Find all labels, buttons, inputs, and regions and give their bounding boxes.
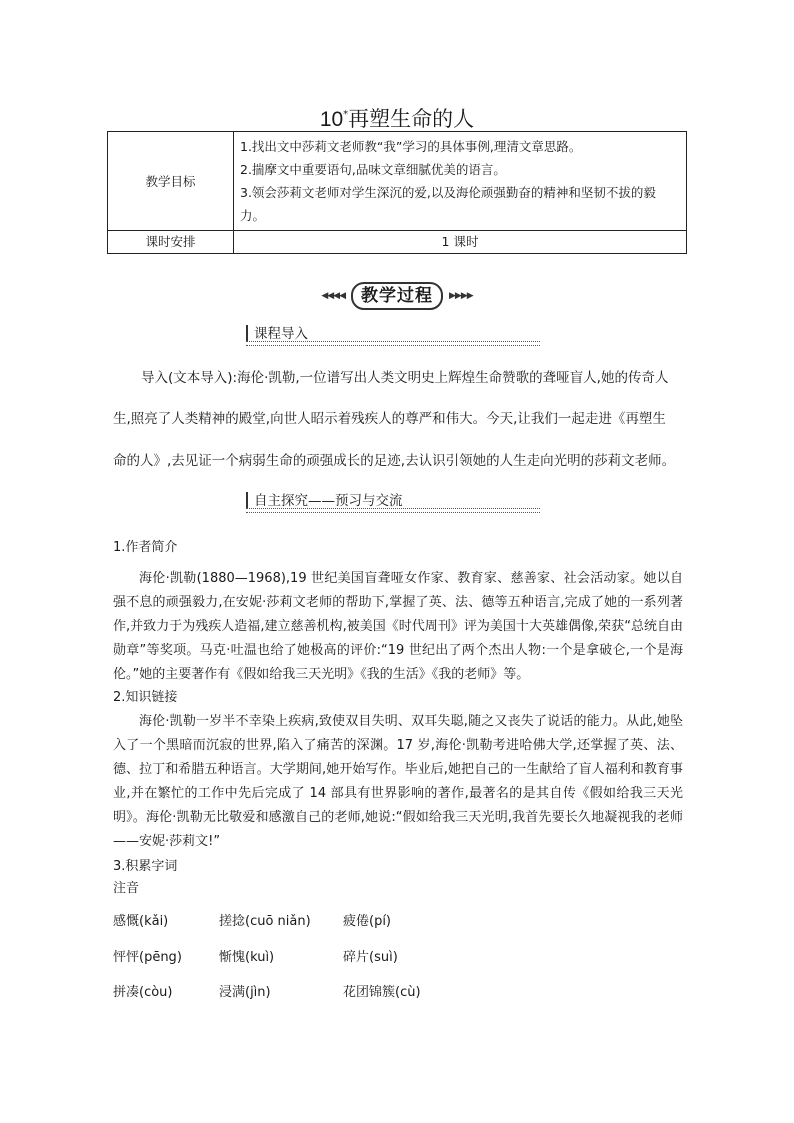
hours-row <box>108 231 687 254</box>
vocab-subheading: 注音 <box>113 881 140 896</box>
section-dotted-underline <box>246 508 540 513</box>
intro-line-3: 命的人》,去见证一个病弱生命的顽强成长的足迹,去认识引领她的人生走向光明的莎莉文老师。 <box>113 453 676 469</box>
vocab-word: 惭愧(kuì) <box>219 950 275 965</box>
author-heading: 1.作者简介 <box>113 540 178 555</box>
intro-line-2: 生,照亮了人类精神的殿堂,向世人昭示着残疾人的尊严和伟大。今天,让我们一起走进《再塑生 <box>113 411 666 427</box>
hours-label: 课时安排 <box>108 231 234 254</box>
author-paragraph: 海伦·凯勒(1880—1968),19 世纪美国盲聋哑女作家、教育家、慈善家、社会活动家。她以自强不息的顽强毅力,在安妮·莎莉文老师的帮助下,掌握了英、法、德等五种语言,完成了她的一系列著作,并致力于为残疾人造福,建立慈善机构,被美国《时代周刊》评为美国十大英雄偶像,荣获“总统自由勋章”等奖项。马克·吐温也给了她极高的评价:“19 世纪出了两个杰出人物:一个是拿破仑,一个是海伦。”她的主要著作有《假如给我三天光明》《我的生活》《我的老师》等。 <box>113 571 683 682</box>
section-title: 自主探究——预习与交流 <box>254 493 403 509</box>
vocab-word: 疲倦(pí) <box>343 914 392 929</box>
optional-mark: * <box>343 109 349 120</box>
goals-label: 教学目标 <box>108 132 234 231</box>
knowledge-heading: 2.知识链接 <box>113 690 178 705</box>
section-title: 课程导入 <box>254 326 308 342</box>
vocab-word: 碎片(suì) <box>343 950 398 965</box>
goals-row <box>108 132 687 231</box>
section-dotted-underline <box>246 341 540 346</box>
teaching-process-banner <box>312 282 482 310</box>
section-self-study <box>246 491 540 513</box>
left-arrows-icon: ◀◀◀◀ <box>321 291 345 301</box>
goals-list <box>234 132 687 231</box>
vocab-heading: 3.积累字词 <box>113 859 178 874</box>
vocab-word: 花团锦簇(cù) <box>343 985 421 1000</box>
goal-item: 2.揣摩文中重要语句,品味文章细腻优美的语言。 <box>240 162 506 177</box>
goal-item: 1.找出文中莎莉文老师教“我”学习的具体事例,理清文章思路。 <box>240 139 582 154</box>
section-bar <box>246 492 248 509</box>
intro-line-1: 导入(文本导入):海伦·凯勒,一位谱写出人类文明史上辉煌生命赞歌的聋哑盲人,她的传奇人 <box>141 370 669 386</box>
right-arrows-icon: ▶▶▶▶ <box>449 291 473 301</box>
teaching-goals-table <box>107 131 687 254</box>
section-bar <box>246 325 248 342</box>
banner-title: 教学过程 <box>351 282 443 310</box>
vocab-word: 浸满(jìn) <box>219 985 271 1000</box>
goal-item: 3.领会莎莉文老师对学生深沉的爱,以及海伦顽强勤奋的精神和坚韧不拔的毅力。 <box>240 185 656 223</box>
lesson-title <box>0 102 794 133</box>
vocab-word: 怦怦(pēng) <box>113 950 182 965</box>
vocab-word: 拼凑(còu) <box>113 985 173 1000</box>
vocab-word: 搓捻(cuō niǎn) <box>219 914 311 929</box>
lesson-title-text: 再塑生命的人 <box>348 107 475 131</box>
knowledge-paragraph: 海伦·凯勒一岁半不幸染上疾病,致使双目失明、双耳失聪,随之又丧失了说话的能力。从此,她坠入了一个黑暗而沉寂的世界,陷入了痛苦的深渊。17 岁,海伦·凯勒考进哈佛大学,还掌握了英、法、德、拉丁和希腊五种语言。大学期间,她开始写作。毕业后,她把自己的一生献给了盲人福利和教育事业,并在繁忙的工作中先后完成了 14 部具有世界影响的著作,最著名的是其自传《假如给我三天光明》。海伦·凯勒无比敬爱和感激自己的老师,她说:“假如给我三天光明,我首先要长久地凝视我的老师——安妮·莎莉文!” <box>113 714 683 849</box>
vocab-word: 感慨(kǎi) <box>113 914 169 929</box>
hours-value: 1 课时 <box>234 231 687 254</box>
section-course-intro <box>246 324 540 346</box>
lesson-number: 10 <box>319 108 344 131</box>
